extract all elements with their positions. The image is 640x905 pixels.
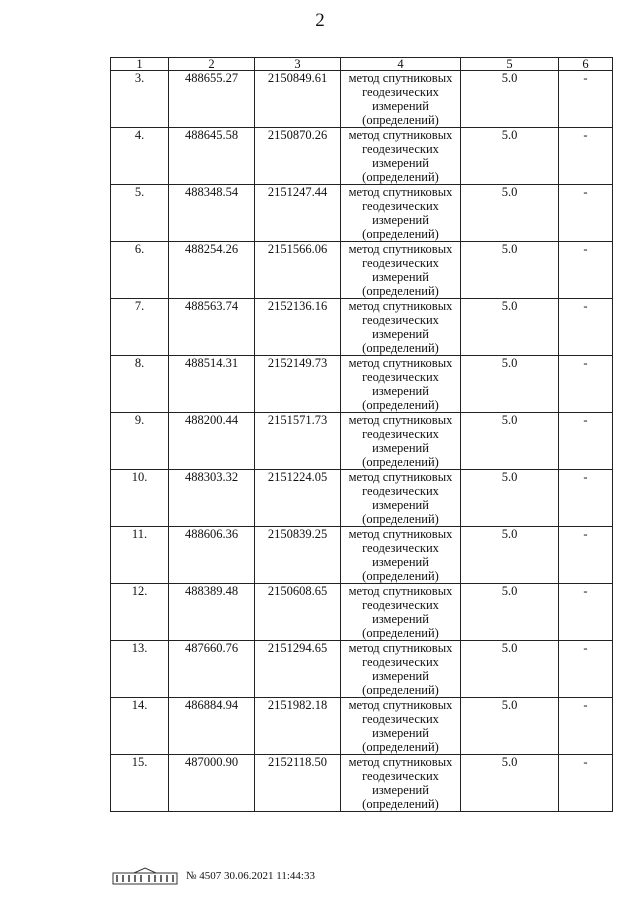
note-cell: - xyxy=(559,413,613,470)
method-line: измерений xyxy=(372,156,429,170)
method-line: геодезических xyxy=(362,712,439,726)
x-coordinate-cell: 486884.94 xyxy=(169,698,255,755)
coordinates-table xyxy=(110,57,613,812)
point-number-cell: 5. xyxy=(111,185,169,242)
method-line: геодезических xyxy=(362,427,439,441)
column-header: 5 xyxy=(461,58,559,71)
method-line: (определений) xyxy=(362,740,439,754)
table-row xyxy=(111,527,613,584)
method-line: измерений xyxy=(372,327,429,341)
y-coordinate-cell: 2151224.05 xyxy=(255,470,341,527)
method-line: (определений) xyxy=(362,797,439,811)
method-cell xyxy=(341,698,461,755)
method-line: (определений) xyxy=(362,170,439,184)
y-coordinate-cell: 2150608.65 xyxy=(255,584,341,641)
column-header: 1 xyxy=(111,58,169,71)
y-coordinate-cell: 2151247.44 xyxy=(255,185,341,242)
table-row xyxy=(111,242,613,299)
table-row xyxy=(111,128,613,185)
accuracy-cell: 5.0 xyxy=(461,185,559,242)
method-cell xyxy=(341,185,461,242)
note-cell: - xyxy=(559,242,613,299)
table-row xyxy=(111,641,613,698)
method-cell xyxy=(341,755,461,812)
note-cell: - xyxy=(559,755,613,812)
x-coordinate-cell: 488606.36 xyxy=(169,527,255,584)
y-coordinate-cell: 2150849.61 xyxy=(255,71,341,128)
note-cell: - xyxy=(559,641,613,698)
method-cell xyxy=(341,128,461,185)
y-coordinate-cell: 2150839.25 xyxy=(255,527,341,584)
method-cell xyxy=(341,299,461,356)
accuracy-cell: 5.0 xyxy=(461,356,559,413)
table-row xyxy=(111,299,613,356)
method-line: измерений xyxy=(372,213,429,227)
y-coordinate-cell: 2152136.16 xyxy=(255,299,341,356)
method-line: метод спутниковых xyxy=(348,242,453,256)
method-line: (определений) xyxy=(362,341,439,355)
method-line: (определений) xyxy=(362,626,439,640)
method-line: геодезических xyxy=(362,85,439,99)
table-row xyxy=(111,584,613,641)
method-line: (определений) xyxy=(362,284,439,298)
note-cell: - xyxy=(559,698,613,755)
method-line: метод спутниковых xyxy=(348,299,453,313)
method-line: геодезических xyxy=(362,313,439,327)
accuracy-cell: 5.0 xyxy=(461,698,559,755)
method-cell xyxy=(341,584,461,641)
method-line: (определений) xyxy=(362,113,439,127)
method-line: метод спутниковых xyxy=(348,584,453,598)
method-cell xyxy=(341,356,461,413)
y-coordinate-cell: 2152149.73 xyxy=(255,356,341,413)
note-cell: - xyxy=(559,470,613,527)
table-row xyxy=(111,470,613,527)
method-line: геодезических xyxy=(362,598,439,612)
column-header: 3 xyxy=(255,58,341,71)
x-coordinate-cell: 488200.44 xyxy=(169,413,255,470)
method-line: (определений) xyxy=(362,683,439,697)
registration-stamp-text: № 4507 30.06.2021 11:44:33 xyxy=(186,870,315,882)
accuracy-cell: 5.0 xyxy=(461,71,559,128)
table-row xyxy=(111,71,613,128)
accuracy-cell: 5.0 xyxy=(461,641,559,698)
point-number-cell: 6. xyxy=(111,242,169,299)
column-header: 6 xyxy=(559,58,613,71)
method-line: (определений) xyxy=(362,512,439,526)
method-line: измерений xyxy=(372,270,429,284)
method-line: метод спутниковых xyxy=(348,755,453,769)
accuracy-cell: 5.0 xyxy=(461,527,559,584)
method-line: (определений) xyxy=(362,398,439,412)
point-number-cell: 13. xyxy=(111,641,169,698)
method-line: геодезических xyxy=(362,769,439,783)
x-coordinate-cell: 488563.74 xyxy=(169,299,255,356)
method-line: геодезических xyxy=(362,256,439,270)
accuracy-cell: 5.0 xyxy=(461,128,559,185)
point-number-cell: 9. xyxy=(111,413,169,470)
note-cell: - xyxy=(559,185,613,242)
point-number-cell: 11. xyxy=(111,527,169,584)
method-line: метод спутниковых xyxy=(348,527,453,541)
method-line: (определений) xyxy=(362,227,439,241)
method-line: измерений xyxy=(372,384,429,398)
point-number-cell: 10. xyxy=(111,470,169,527)
method-line: метод спутниковых xyxy=(348,641,453,655)
accuracy-cell: 5.0 xyxy=(461,242,559,299)
note-cell: - xyxy=(559,356,613,413)
government-building-seal-icon xyxy=(112,867,178,885)
x-coordinate-cell: 487660.76 xyxy=(169,641,255,698)
method-line: (определений) xyxy=(362,455,439,469)
method-line: геодезических xyxy=(362,370,439,384)
x-coordinate-cell: 488655.27 xyxy=(169,71,255,128)
column-header: 4 xyxy=(341,58,461,71)
y-coordinate-cell: 2151566.06 xyxy=(255,242,341,299)
table-row xyxy=(111,356,613,413)
method-line: измерений xyxy=(372,612,429,626)
page-number: 2 xyxy=(315,10,325,31)
method-line: метод спутниковых xyxy=(348,413,453,427)
y-coordinate-cell: 2151571.73 xyxy=(255,413,341,470)
method-line: измерений xyxy=(372,726,429,740)
accuracy-cell: 5.0 xyxy=(461,755,559,812)
table-body xyxy=(111,71,613,812)
registration-footer xyxy=(112,866,315,886)
point-number-cell: 8. xyxy=(111,356,169,413)
table-row xyxy=(111,698,613,755)
point-number-cell: 4. xyxy=(111,128,169,185)
point-number-cell: 14. xyxy=(111,698,169,755)
method-cell xyxy=(341,527,461,584)
method-line: измерений xyxy=(372,555,429,569)
method-line: измерений xyxy=(372,498,429,512)
note-cell: - xyxy=(559,299,613,356)
x-coordinate-cell: 488514.31 xyxy=(169,356,255,413)
note-cell: - xyxy=(559,71,613,128)
point-number-cell: 15. xyxy=(111,755,169,812)
note-cell: - xyxy=(559,527,613,584)
accuracy-cell: 5.0 xyxy=(461,584,559,641)
table-row xyxy=(111,755,613,812)
method-cell xyxy=(341,641,461,698)
method-line: геодезических xyxy=(362,484,439,498)
method-cell xyxy=(341,470,461,527)
x-coordinate-cell: 488645.58 xyxy=(169,128,255,185)
method-line: геодезических xyxy=(362,142,439,156)
note-cell: - xyxy=(559,584,613,641)
method-cell xyxy=(341,71,461,128)
x-coordinate-cell: 488389.48 xyxy=(169,584,255,641)
x-coordinate-cell: 488254.26 xyxy=(169,242,255,299)
method-cell xyxy=(341,413,461,470)
method-line: (определений) xyxy=(362,569,439,583)
y-coordinate-cell: 2150870.26 xyxy=(255,128,341,185)
method-line: метод спутниковых xyxy=(348,356,453,370)
x-coordinate-cell: 488303.32 xyxy=(169,470,255,527)
table-row xyxy=(111,185,613,242)
point-number-cell: 7. xyxy=(111,299,169,356)
x-coordinate-cell: 488348.54 xyxy=(169,185,255,242)
table-header-row xyxy=(111,58,613,71)
method-line: геодезических xyxy=(362,541,439,555)
accuracy-cell: 5.0 xyxy=(461,470,559,527)
y-coordinate-cell: 2151294.65 xyxy=(255,641,341,698)
column-header: 2 xyxy=(169,58,255,71)
x-coordinate-cell: 487000.90 xyxy=(169,755,255,812)
y-coordinate-cell: 2152118.50 xyxy=(255,755,341,812)
method-line: метод спутниковых xyxy=(348,128,453,142)
method-line: измерений xyxy=(372,783,429,797)
point-number-cell: 3. xyxy=(111,71,169,128)
method-line: метод спутниковых xyxy=(348,470,453,484)
method-line: метод спутниковых xyxy=(348,185,453,199)
method-line: геодезических xyxy=(362,199,439,213)
table-row xyxy=(111,413,613,470)
method-line: измерений xyxy=(372,669,429,683)
y-coordinate-cell: 2151982.18 xyxy=(255,698,341,755)
point-number-cell: 12. xyxy=(111,584,169,641)
method-cell xyxy=(341,242,461,299)
method-line: геодезических xyxy=(362,655,439,669)
method-line: измерений xyxy=(372,99,429,113)
accuracy-cell: 5.0 xyxy=(461,413,559,470)
method-line: метод спутниковых xyxy=(348,698,453,712)
method-line: метод спутниковых xyxy=(348,71,453,85)
note-cell: - xyxy=(559,128,613,185)
method-line: измерений xyxy=(372,441,429,455)
accuracy-cell: 5.0 xyxy=(461,299,559,356)
